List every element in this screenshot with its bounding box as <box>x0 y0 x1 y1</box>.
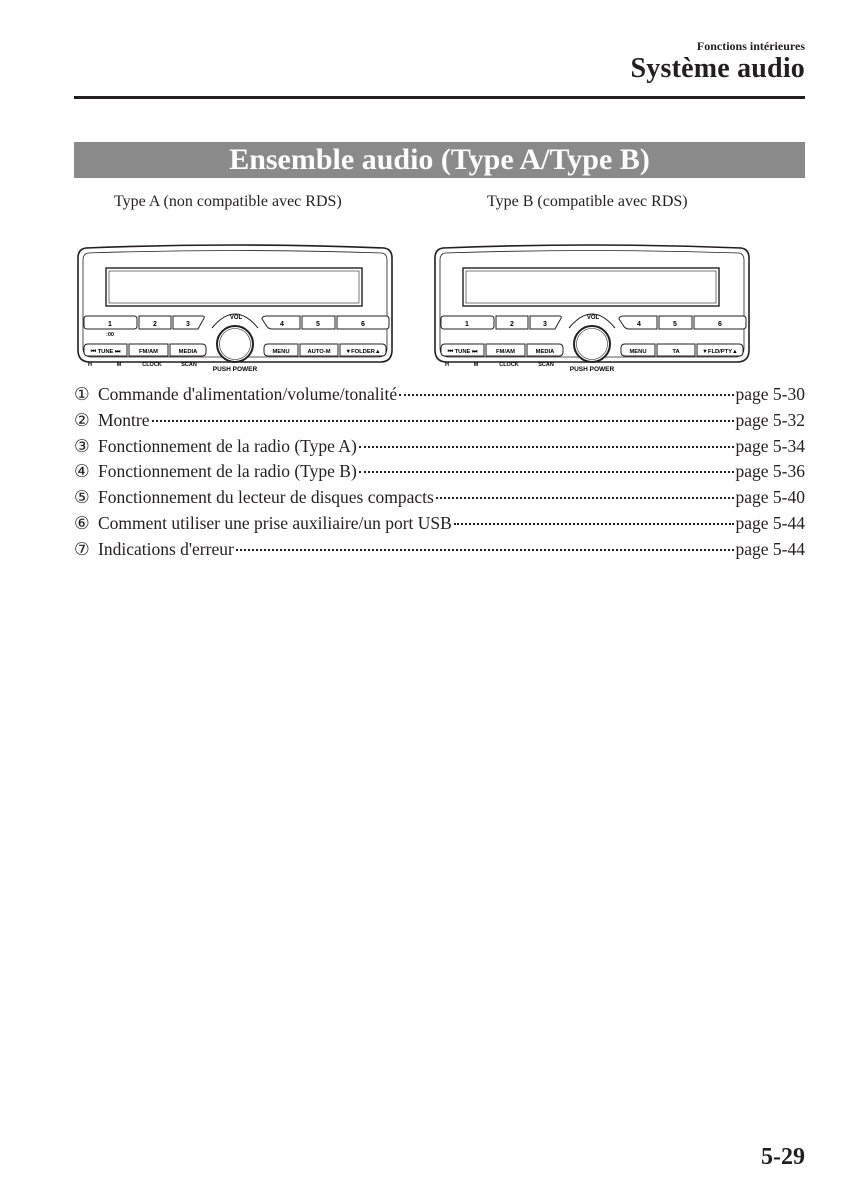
audio-unit-type-a-drawing <box>76 240 394 376</box>
preset-buttons-right <box>262 316 389 329</box>
preset-3-label: 3 <box>186 321 190 328</box>
vol-label: VOL <box>229 315 243 321</box>
function-buttons-right <box>621 344 743 356</box>
fm-am-label: FM/AM <box>139 349 158 355</box>
preset-buttons-right <box>619 316 746 329</box>
caption-type-b: Type B (compatible avec RDS) <box>487 193 688 210</box>
menu-label: MENU <box>272 349 290 355</box>
section-banner: Ensemble audio (Type A/Type B) <box>74 142 805 178</box>
vol-label: VOL <box>586 315 600 321</box>
fm-am-label: FM/AM <box>496 349 515 355</box>
toc-item-number: ⑦ <box>74 538 90 559</box>
toc-item[interactable] <box>74 410 805 436</box>
clock-sublabel: CLOCK <box>499 362 519 368</box>
preset-2-label: 2 <box>510 321 514 328</box>
toc-item-label: Fonctionnement de la radio (Type B) <box>98 461 357 482</box>
toc-item[interactable] <box>74 513 805 539</box>
toc-item-label: Montre <box>98 409 150 430</box>
toc-item-number: ③ <box>74 435 90 456</box>
header-divider <box>74 96 805 99</box>
page-title: Système audio <box>630 53 805 84</box>
ta-label: TA <box>672 349 680 355</box>
preset-2-label: 2 <box>153 321 157 328</box>
preset-3-label: 3 <box>543 321 547 328</box>
fld-pty-label: ▼FLD/PTY▲ <box>702 349 738 355</box>
h-sublabel: H <box>445 362 449 368</box>
folder-label: ▼FOLDER▲ <box>345 349 381 355</box>
toc-item[interactable] <box>74 384 805 410</box>
audio-unit-type-a-illustration <box>76 240 394 376</box>
scan-sublabel: SCAN <box>538 362 554 368</box>
toc-item-number: ② <box>74 409 90 430</box>
toc-item-label: Comment utiliser une prise auxiliaire/un port USB <box>98 512 452 533</box>
toc-leader-dots <box>454 523 734 525</box>
preset-4-label: 4 <box>637 321 641 328</box>
preset-buttons-left <box>441 316 561 329</box>
toc-item-page: page 5-30 <box>735 384 805 404</box>
toc-item-page: page 5-44 <box>735 538 805 559</box>
toc-leader-dots <box>399 394 733 396</box>
tune-label: ⏮ TUNE ⏭ <box>447 349 478 355</box>
scan-sublabel: SCAN <box>181 362 197 368</box>
auto-m-label: AUTO-M <box>307 349 331 355</box>
media-label: MEDIA <box>535 349 555 355</box>
toc-item[interactable] <box>74 461 805 487</box>
toc-leader-dots <box>359 471 734 473</box>
toc-item[interactable] <box>74 436 805 462</box>
toc-leader-dots <box>152 420 734 422</box>
toc-item-page: page 5-34 <box>735 435 805 456</box>
media-label: MEDIA <box>178 349 198 355</box>
h-sublabel: H <box>88 362 92 368</box>
toc-item-label: Fonctionnement de la radio (Type A) <box>98 435 357 456</box>
preset-1-label: 1 <box>465 321 469 328</box>
display-screen <box>106 268 362 306</box>
menu-label: MENU <box>629 349 647 355</box>
clock-sublabel: CLOCK <box>142 362 162 368</box>
toc-leader-dots <box>436 497 734 499</box>
toc-item-number: ⑥ <box>74 512 90 533</box>
toc-list <box>74 384 805 565</box>
audio-unit-type-b-drawing <box>433 240 751 376</box>
toc-leader-dots <box>236 549 734 551</box>
function-buttons-left <box>441 344 563 368</box>
display-screen <box>463 268 719 306</box>
caption-type-a: Type A (non compatible avec RDS) <box>114 193 342 210</box>
toc-item-page: page 5-40 <box>735 487 805 508</box>
toc-item-number: ① <box>74 384 90 404</box>
function-buttons-left <box>84 344 206 368</box>
volume-knob[interactable] <box>574 326 610 362</box>
m-sublabel: M <box>116 362 122 368</box>
page-number: 5-29 <box>761 1144 805 1170</box>
toc-item[interactable] <box>74 539 805 565</box>
m-sublabel: M <box>473 362 479 368</box>
toc-item[interactable] <box>74 487 805 513</box>
preset-4-label: 4 <box>280 321 284 328</box>
toc-item-page: page 5-44 <box>735 512 805 533</box>
push-power-label: PUSH POWER <box>569 366 615 373</box>
preset-1-label: 1 <box>108 321 112 328</box>
push-power-label: PUSH POWER <box>212 366 258 373</box>
toc-item-number: ⑤ <box>74 487 90 508</box>
volume-knob[interactable] <box>217 326 253 362</box>
audio-unit-type-b-illustration <box>433 240 751 376</box>
toc-leader-dots <box>359 446 734 448</box>
toc-item-page: page 5-36 <box>735 461 805 482</box>
tune-label: ⏮ TUNE ⏭ <box>90 349 121 355</box>
function-buttons-right <box>264 344 386 356</box>
preset-5-label: 5 <box>673 321 677 328</box>
toc-item-label: Indications d'erreur <box>98 538 234 559</box>
preset-1-sublabel: :00 <box>106 332 114 338</box>
preset-6-label: 6 <box>361 321 365 328</box>
toc-item-number: ④ <box>74 461 90 482</box>
preset-5-label: 5 <box>316 321 320 328</box>
preset-6-label: 6 <box>718 321 722 328</box>
toc-item-page: page 5-32 <box>735 409 805 430</box>
section-label: Fonctions intérieures <box>696 39 805 53</box>
toc-item-label: Commande d'alimentation/volume/tonalité <box>98 384 398 404</box>
toc-item-label: Fonctionnement du lecteur de disques compacts <box>98 487 434 508</box>
